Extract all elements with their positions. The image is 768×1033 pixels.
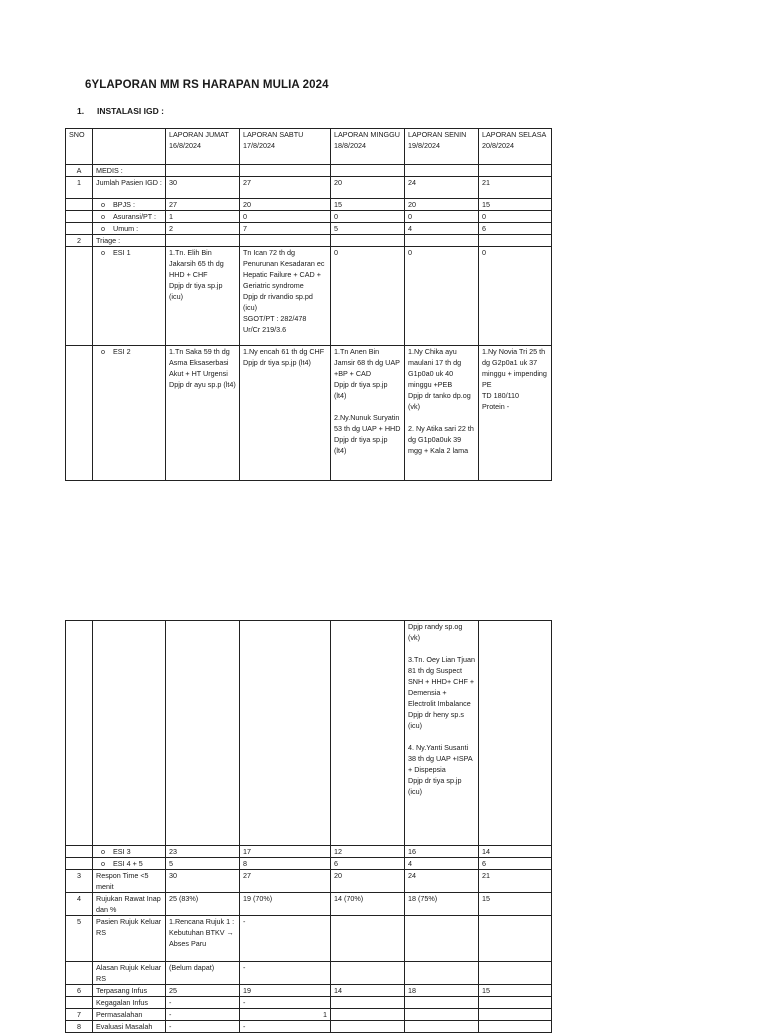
row-label: o BPJS : — [93, 199, 166, 211]
cell-sabtu: 0 — [240, 211, 331, 223]
cell-jumat: - — [166, 1009, 240, 1021]
cell-senin — [405, 1021, 479, 1033]
row-label: Jumlah Pasien IGD : — [93, 177, 166, 199]
header-selasa: LAPORAN SELASA 20/8/2024 — [479, 129, 552, 165]
row-number: 1 — [66, 177, 93, 199]
cell-selasa — [479, 1009, 552, 1021]
cell-selasa: 0 — [479, 211, 552, 223]
row-number: 8 — [66, 1021, 93, 1033]
category-label: MEDIS : — [93, 165, 166, 177]
cell-senin: 18 (75%) — [405, 893, 479, 916]
cell-sabtu: 27 — [240, 870, 331, 893]
table-row-esi2-continued — [66, 621, 552, 846]
table-row-bpjs — [66, 199, 552, 211]
cell-sabtu: 20 — [240, 199, 331, 211]
cell-minggu — [331, 1009, 405, 1021]
cell-selasa: 21 — [479, 177, 552, 199]
table-row-esi45 — [66, 858, 552, 870]
table-row-permasalahan — [66, 1009, 552, 1021]
row-number: 5 — [66, 916, 93, 962]
cell-sabtu: 27 — [240, 177, 331, 199]
cell-selasa: 21 — [479, 870, 552, 893]
cell-jumat: - — [166, 997, 240, 1009]
cell-sabtu: Tn Ican 72 th dg Penurunan Kesadaran ec Hepatic Failure + CAD + Geriatric syndrome Dpjp dr rivandio sp.pd (icu) SGOT/PT : 282/478 Ur/Cr 219/3.6 — [240, 247, 331, 346]
cell-senin: 24 — [405, 177, 479, 199]
cell-sabtu: - — [240, 1021, 331, 1033]
row-number: 2 — [66, 235, 93, 247]
cell-jumat: 25 — [166, 985, 240, 997]
table-row-esi3 — [66, 846, 552, 858]
cell-selasa: 6 — [479, 223, 552, 235]
row-number: 7 — [66, 1009, 93, 1021]
cell-jumat: 30 — [166, 177, 240, 199]
cell-selasa: 15 — [479, 893, 552, 916]
cell-senin: 24 — [405, 870, 479, 893]
cell-senin: 4 — [405, 858, 479, 870]
row-number: 3 — [66, 870, 93, 893]
row-label: Pasien Rujuk Keluar RS — [93, 916, 166, 962]
cell-minggu: 1.Tn Anen Bin Jamsir 68 th dg UAP +BP + CAD Dpjp dr tiya sp.jp (lt4) 2.Ny.Nunuk Suryatin 53 th dg UAP + HHD Dpjp dr tiya sp.jp (lt4) — [331, 346, 405, 481]
row-label: Permasalahan — [93, 1009, 166, 1021]
table-row-esi2 — [66, 346, 552, 481]
cell-sabtu: 1 — [240, 1009, 331, 1021]
cell-minggu: 20 — [331, 870, 405, 893]
header-sabtu: LAPORAN SABTU 17/8/2024 — [240, 129, 331, 165]
bullet-icon: o — [101, 200, 105, 209]
cell-jumat: 25 (83%) — [166, 893, 240, 916]
cell-jumat: 2 — [166, 223, 240, 235]
cell-sabtu: 17 — [240, 846, 331, 858]
row-label: o ESI 3 — [93, 846, 166, 858]
cell-minggu: 14 — [331, 985, 405, 997]
cell-minggu: 14 (70%) — [331, 893, 405, 916]
table-row-asuransi — [66, 211, 552, 223]
bullet-icon: o — [101, 859, 105, 868]
bullet-icon: o — [101, 347, 105, 356]
cell-minggu — [331, 997, 405, 1009]
cell-jumat: 5 — [166, 858, 240, 870]
cell-minggu: 20 — [331, 177, 405, 199]
cell-senin: 20 — [405, 199, 479, 211]
cell-selasa: 6 — [479, 858, 552, 870]
table-row-respon — [66, 870, 552, 893]
table-row-esi1 — [66, 247, 552, 346]
cell-minggu: 0 — [331, 211, 405, 223]
row-label: Rujukan Rawat Inap dan % — [93, 893, 166, 916]
cell-jumat: 1.Tn Saka 59 th dg Asma Eksaserbasi Akut + HT Urgensi Dpjp dr ayu sp.p (lt4) — [166, 346, 240, 481]
bullet-icon: o — [101, 224, 105, 233]
cell-selasa: 1.Ny Novia Tri 25 th dg G2p0a1 uk 37 minggu + impending PE TD 180/110 Protein - — [479, 346, 552, 481]
report-table-part-1 — [65, 128, 552, 481]
cell-minggu: 15 — [331, 199, 405, 211]
section-label: INSTALASI IGD : — [97, 106, 164, 116]
cell-senin — [405, 1009, 479, 1021]
header-jumat: LAPORAN JUMAT 16/8/2024 — [166, 129, 240, 165]
cell-senin: Dpjp randy sp.og (vk) 3.Tn. Oey Lian Tjuan 81 th dg Suspect SNH + HHD+ CHF + Demensia + Electrolit Imbalance Dpjp dr heny sp.s (icu) 4. Ny.Yanti Susanti 38 th dg UAP +ISPA + Dispepsia Dpjp dr tiya sp.jp (icu) — [405, 621, 479, 846]
row-number: 4 — [66, 893, 93, 916]
cell-selasa: 0 — [479, 247, 552, 346]
cell-selasa — [479, 962, 552, 985]
table-row-pasien-rujuk — [66, 916, 552, 962]
cell-jumat: 30 — [166, 870, 240, 893]
cell-jumat: 1.Tn. Elih Bin Jakarsih 65 th dg HHD + CHF Dpjp dr tiya sp.jp (icu) — [166, 247, 240, 346]
row-label: o Asuransi/PT : — [93, 211, 166, 223]
table-row-kegagalan-infus — [66, 997, 552, 1009]
cell-minggu — [331, 962, 405, 985]
cell-sabtu: 8 — [240, 858, 331, 870]
cell-selasa — [479, 997, 552, 1009]
section-number: 1. — [77, 106, 85, 116]
cell-selasa: 15 — [479, 199, 552, 211]
table-row-alasan — [66, 962, 552, 985]
row-label: Terpasang Infus — [93, 985, 166, 997]
row-label: Alasan Rujuk Keluar RS — [93, 962, 166, 985]
cell-senin: 0 — [405, 211, 479, 223]
row-label: Triage : — [93, 235, 166, 247]
table-row-triage — [66, 235, 552, 247]
cell-jumat: - — [166, 1021, 240, 1033]
header-label — [93, 129, 166, 165]
cell-senin — [405, 997, 479, 1009]
cell-selasa: 15 — [479, 985, 552, 997]
cell-minggu: 0 — [331, 247, 405, 346]
cell-sabtu: 19 — [240, 985, 331, 997]
row-label: Kegagalan Infus — [93, 997, 166, 1009]
category-letter: A — [66, 165, 93, 177]
cell-minggu: 12 — [331, 846, 405, 858]
cell-sabtu: 19 (70%) — [240, 893, 331, 916]
cell-jumat: (Belum dapat) — [166, 962, 240, 985]
header-senin: LAPORAN SENIN 19/8/2024 — [405, 129, 479, 165]
table-row-infus — [66, 985, 552, 997]
cell-sabtu: 7 — [240, 223, 331, 235]
cell-selasa — [479, 916, 552, 962]
table-row-rujukan — [66, 893, 552, 916]
cell-selasa — [479, 1021, 552, 1033]
bullet-icon: o — [101, 212, 105, 221]
cell-sabtu: - — [240, 916, 331, 962]
cell-jumat: 1 — [166, 211, 240, 223]
row-label: o ESI 2 — [93, 346, 166, 481]
section-heading — [77, 106, 164, 116]
cell-jumat: 1.Rencana Rujuk 1 : Kebutuhan BTKV → Abses Paru — [166, 916, 240, 962]
cell-sabtu: 1.Ny encah 61 th dg CHF Dpjp dr tiya sp.jp (lt4) — [240, 346, 331, 481]
row-label: Evaluasi Masalah — [93, 1021, 166, 1033]
row-label: o ESI 1 — [93, 247, 166, 346]
row-label: o ESI 4 + 5 — [93, 858, 166, 870]
cell-senin: 18 — [405, 985, 479, 997]
header-row — [66, 129, 552, 165]
cell-senin — [405, 962, 479, 985]
cell-sabtu: - — [240, 997, 331, 1009]
cell-minggu — [331, 916, 405, 962]
report-table-part-2 — [65, 620, 552, 1033]
row-label: Respon Time <5 menit — [93, 870, 166, 893]
table-row-umum — [66, 223, 552, 235]
cell-senin: 4 — [405, 223, 479, 235]
cell-minggu — [331, 1021, 405, 1033]
cell-senin — [405, 916, 479, 962]
cell-selasa: 14 — [479, 846, 552, 858]
bullet-icon: o — [101, 248, 105, 257]
row-label: o Umum : — [93, 223, 166, 235]
cell-minggu: 6 — [331, 858, 405, 870]
header-minggu: LAPORAN MINGGU 18/8/2024 — [331, 129, 405, 165]
page-title: 6YLAPORAN MM RS HARAPAN MULIA 2024 — [85, 79, 329, 91]
category-row — [66, 165, 552, 177]
cell-senin: 16 — [405, 846, 479, 858]
row-number: 6 — [66, 985, 93, 997]
cell-jumat: 27 — [166, 199, 240, 211]
cell-minggu: 5 — [331, 223, 405, 235]
cell-sabtu: - — [240, 962, 331, 985]
cell-jumat: 23 — [166, 846, 240, 858]
bullet-icon: o — [101, 847, 105, 856]
cell-senin: 1.Ny Chika ayu maulani 17 th dg G1p0a0 uk 40 minggu +PEB Dpjp dr tanko dp.og (vk) 2. Ny Atika sari 22 th dg G1p0a0uk 39 mgg + Kala 2 lama — [405, 346, 479, 481]
cell-senin: 0 — [405, 247, 479, 346]
table-row-evaluasi — [66, 1021, 552, 1033]
header-sno: SNO — [66, 129, 93, 165]
table-row-jumlah — [66, 177, 552, 199]
